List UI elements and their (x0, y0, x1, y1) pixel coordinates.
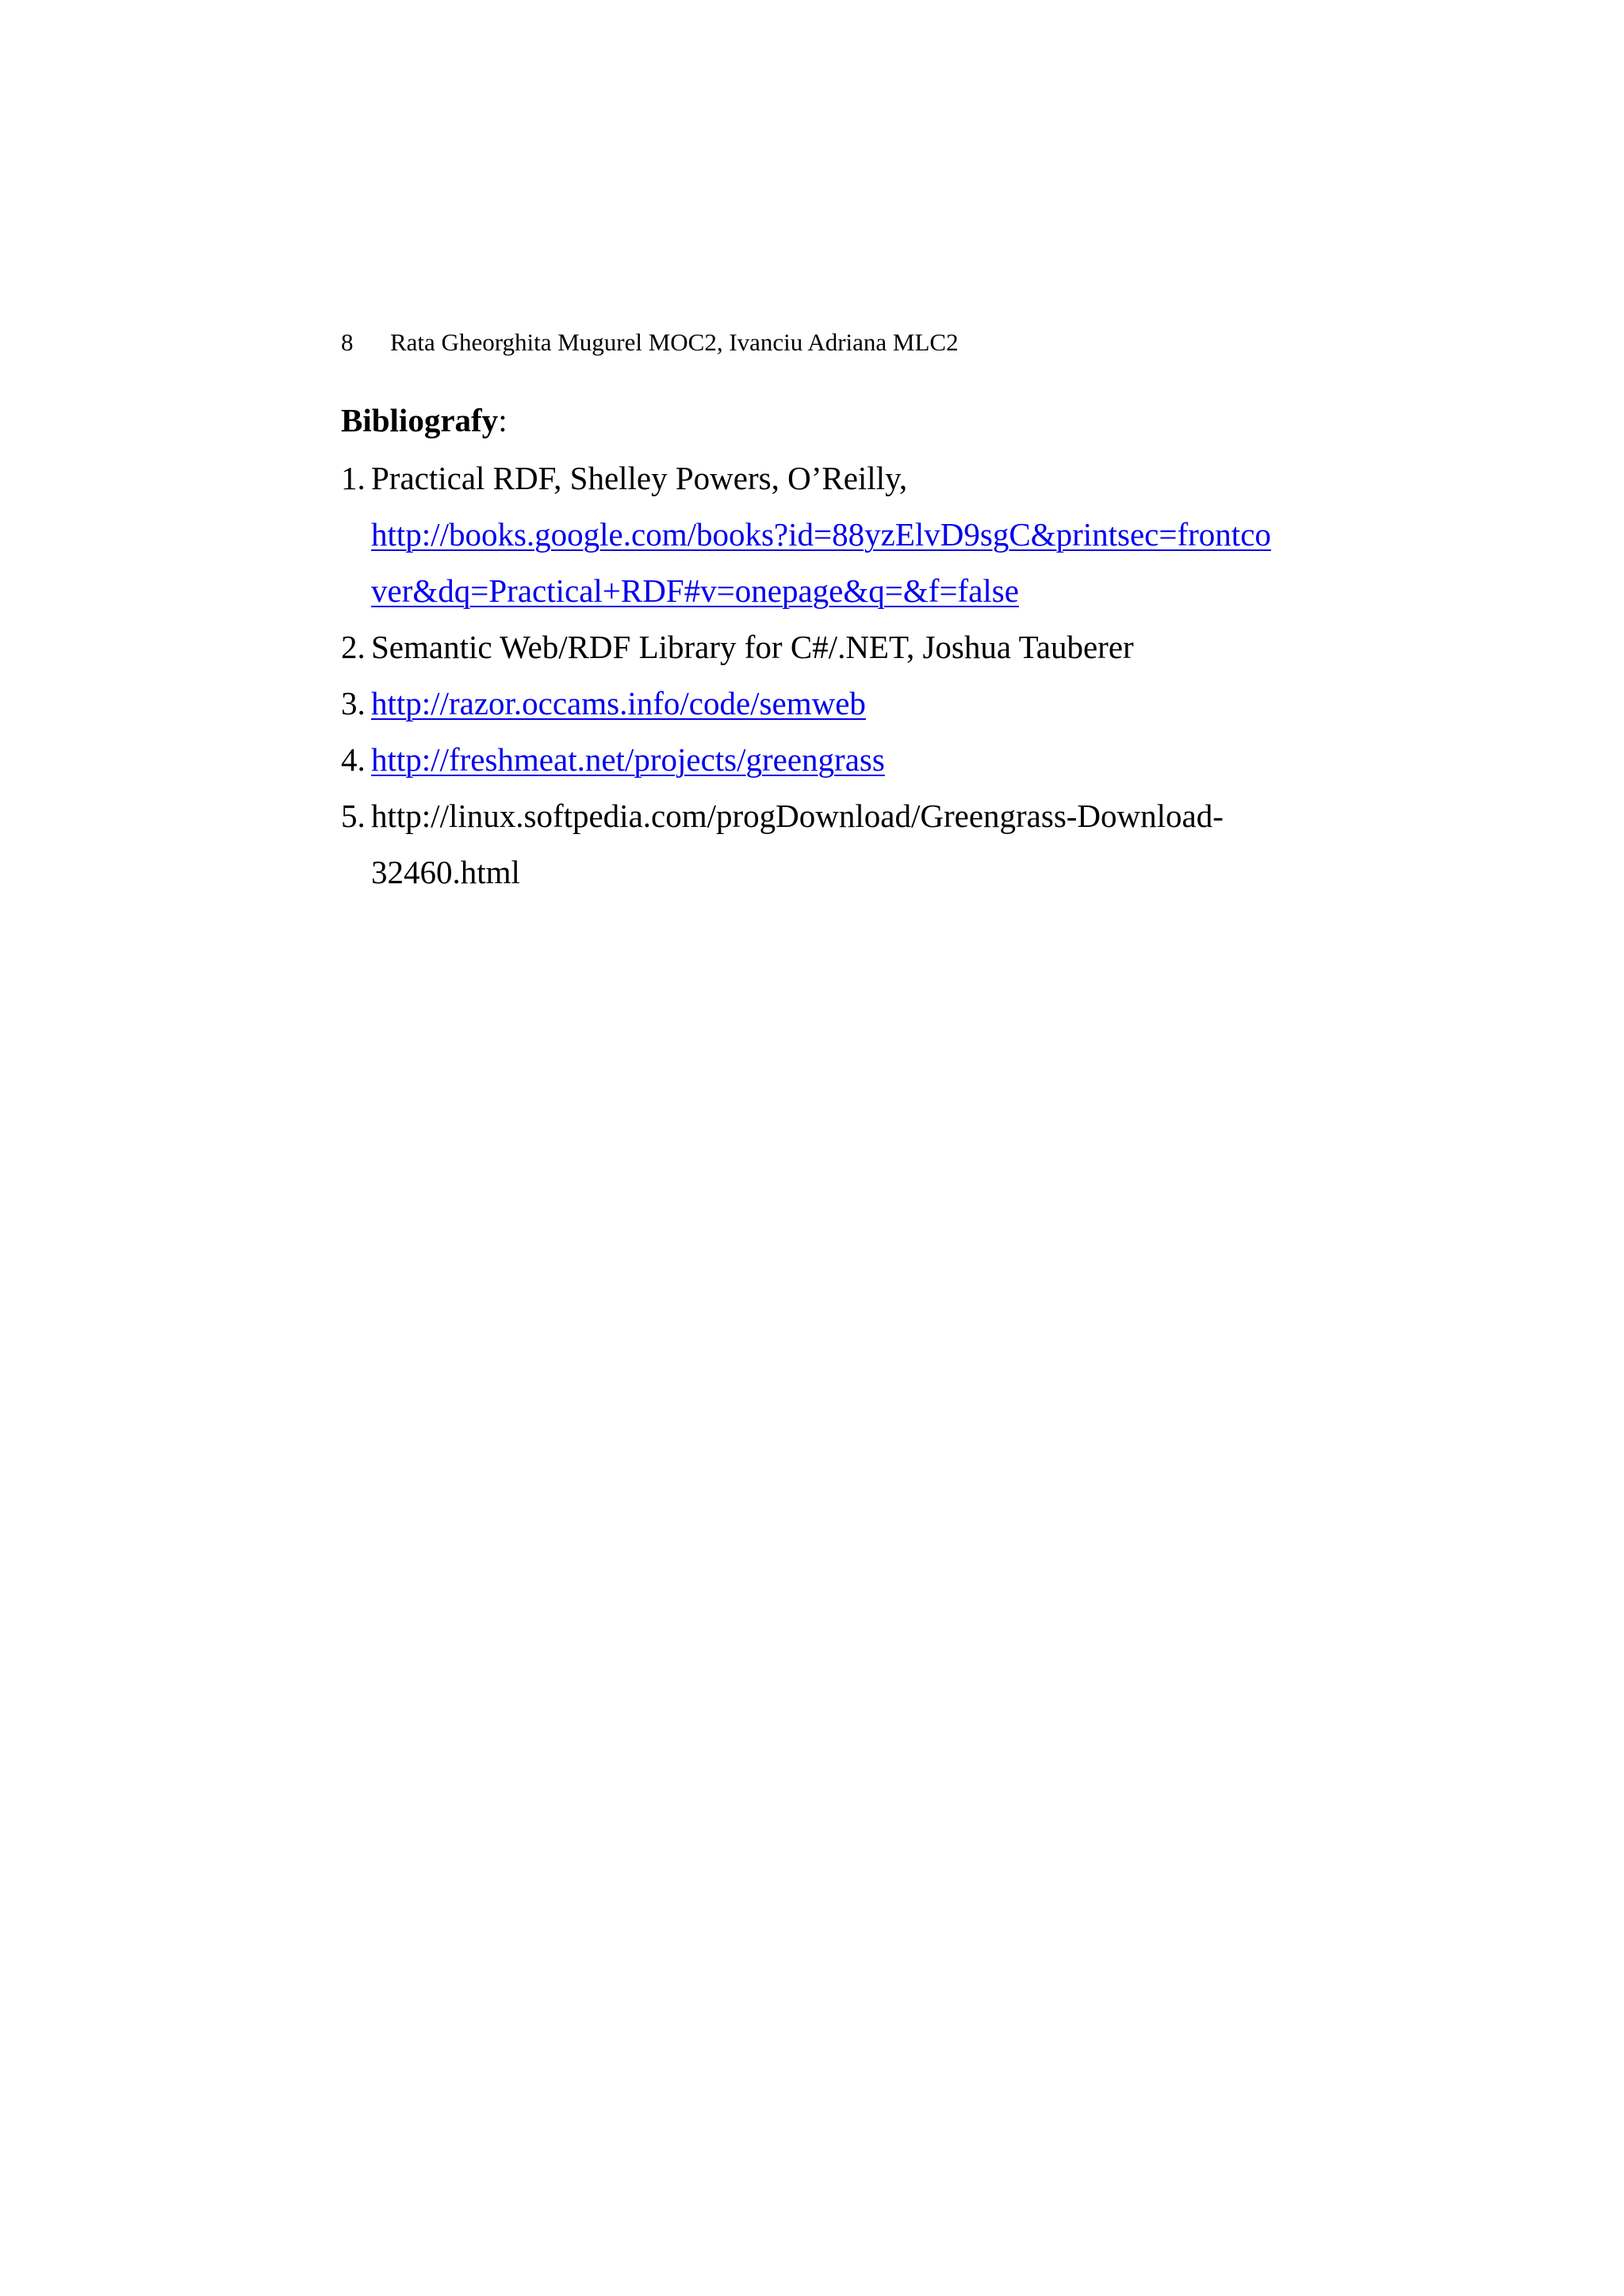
item-body (371, 450, 1372, 619)
bibliography-heading (341, 396, 508, 444)
reference-link-line-1[interactable]: http://books.google.com/books?id=88yzElvD9sgC&printsec=frontco (371, 516, 1271, 553)
running-header (341, 325, 959, 360)
item-body (371, 788, 1372, 901)
header-authors: Rata Gheorghita Mugurel MOC2, Ivanciu Adriana MLC2 (390, 328, 959, 356)
bibliography-list (341, 450, 1372, 901)
item-body (371, 675, 1372, 732)
item-number: 1. (341, 460, 366, 496)
page-number: 8 (341, 328, 354, 356)
item-body (371, 619, 1372, 675)
item-text: Semantic Web/RDF Library for C#/.NET, Joshua Tauberer (371, 629, 1134, 665)
bibliography-heading-text: Bibliografy (341, 402, 499, 438)
item-number: 4. (341, 741, 366, 778)
bibliography-item-1 (341, 450, 1372, 619)
bibliography-item-4 (341, 732, 1372, 788)
reference-link[interactable]: http://freshmeat.net/projects/greengrass (371, 741, 885, 778)
bibliography-heading-colon: : (498, 402, 508, 438)
bibliography-item-2 (341, 619, 1372, 675)
item-number: 2. (341, 629, 366, 665)
item-text: Practical RDF, Shelley Powers, O’Reilly, (371, 460, 908, 496)
item-number: 5. (341, 798, 366, 834)
reference-link[interactable]: http://razor.occams.info/code/semweb (371, 685, 866, 721)
bibliography-item-3 (341, 675, 1372, 732)
item-number: 3. (341, 685, 366, 721)
item-text-line-2: 32460.html (371, 854, 520, 890)
item-text-line-1: http://linux.softpedia.com/progDownload/Greengrass-Download- (371, 798, 1224, 834)
item-body (371, 732, 1372, 788)
reference-link-line-2[interactable]: ver&dq=Practical+RDF#v=onepage&q=&f=false (371, 572, 1019, 609)
bibliography-item-5 (341, 788, 1372, 901)
